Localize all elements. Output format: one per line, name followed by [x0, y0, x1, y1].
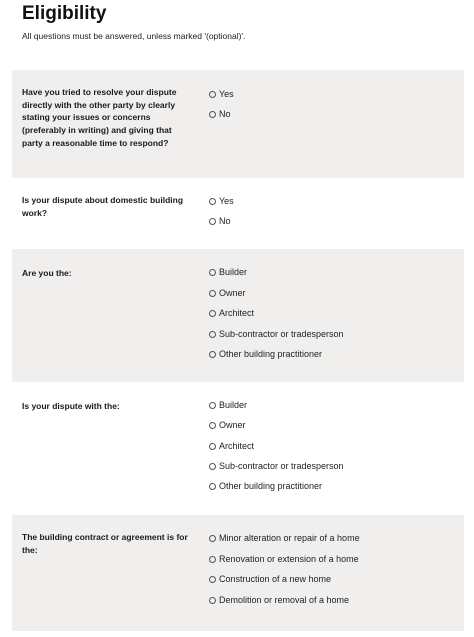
page-title: Eligibility [22, 3, 107, 24]
radio-circle-icon[interactable] [209, 331, 216, 338]
question-section-are-you [12, 249, 464, 382]
radio-circle-icon[interactable] [209, 483, 216, 490]
radio-circle-icon[interactable] [209, 91, 216, 98]
radio-option-yes[interactable] [209, 195, 234, 207]
option-label: Other building practitioner [219, 481, 323, 491]
radio-option-owner[interactable] [209, 287, 246, 299]
radio-circle-icon[interactable] [209, 463, 216, 470]
radio-option-builder[interactable] [209, 399, 247, 411]
option-label: Minor alteration or repair of a home [219, 533, 360, 543]
page-subtitle: All questions must be answered, unless marked '(optional)'. [22, 31, 246, 41]
question-section-domestic-building [12, 178, 464, 249]
radio-option-construction[interactable] [209, 573, 331, 585]
radio-option-no[interactable] [209, 108, 231, 120]
option-label: Demolition or removal of a home [219, 595, 350, 605]
radio-option-builder[interactable] [209, 266, 247, 278]
option-label: Architect [219, 441, 255, 451]
radio-circle-icon[interactable] [209, 351, 216, 358]
option-label: Builder [219, 400, 248, 410]
option-label: No [219, 216, 231, 226]
radio-option-other-practitioner[interactable] [209, 348, 322, 360]
option-label: Builder [219, 267, 248, 277]
option-label: Construction of a new home [219, 574, 332, 584]
question-label: Is your dispute with the: [22, 401, 120, 411]
question-section-resolve-directly [12, 70, 464, 178]
question-label: Are you the: [22, 268, 72, 278]
radio-circle-icon[interactable] [209, 576, 216, 583]
question-section-dispute-with [12, 382, 464, 515]
option-label: Yes [219, 89, 234, 99]
radio-circle-icon[interactable] [209, 422, 216, 429]
radio-circle-icon[interactable] [209, 269, 216, 276]
radio-option-architect[interactable] [209, 440, 254, 452]
radio-option-renovation[interactable] [209, 553, 359, 565]
radio-option-yes[interactable] [209, 88, 234, 100]
form-header [22, 2, 462, 42]
option-label: Owner [219, 288, 246, 298]
question-label: Have you tried to resolve your dispute directly with the other party by clearly stating your issues or concerns (preferably in writing) and giving that party a reasonable time to respond? [22, 87, 177, 148]
radio-circle-icon[interactable] [209, 198, 216, 205]
question-label: The building contract or agreement is for the: [22, 532, 188, 555]
option-label: Owner [219, 420, 246, 430]
radio-circle-icon[interactable] [209, 443, 216, 450]
radio-option-sub-contractor[interactable] [209, 460, 344, 472]
question-label: Is your dispute about domestic building work? [22, 195, 184, 218]
radio-circle-icon[interactable] [209, 111, 216, 118]
radio-option-no[interactable] [209, 215, 231, 227]
option-label: Sub-contractor or tradesperson [219, 461, 344, 471]
radio-option-architect[interactable] [209, 307, 254, 319]
radio-circle-icon[interactable] [209, 218, 216, 225]
radio-circle-icon[interactable] [209, 290, 216, 297]
radio-option-owner[interactable] [209, 419, 246, 431]
radio-option-minor-alteration[interactable] [209, 532, 360, 544]
option-label: Renovation or extension of a home [219, 554, 359, 564]
question-section-contract-for [12, 515, 464, 631]
radio-circle-icon[interactable] [209, 597, 216, 604]
radio-circle-icon[interactable] [209, 535, 216, 542]
option-label: Other building practitioner [219, 349, 323, 359]
radio-option-sub-contractor[interactable] [209, 328, 344, 340]
option-label: Sub-contractor or tradesperson [219, 329, 344, 339]
radio-option-other-practitioner[interactable] [209, 480, 322, 492]
radio-circle-icon[interactable] [209, 310, 216, 317]
option-label: Yes [219, 196, 234, 206]
option-label: Architect [219, 308, 255, 318]
radio-option-demolition[interactable] [209, 594, 349, 606]
radio-circle-icon[interactable] [209, 402, 216, 409]
option-label: No [219, 109, 231, 119]
radio-circle-icon[interactable] [209, 556, 216, 563]
